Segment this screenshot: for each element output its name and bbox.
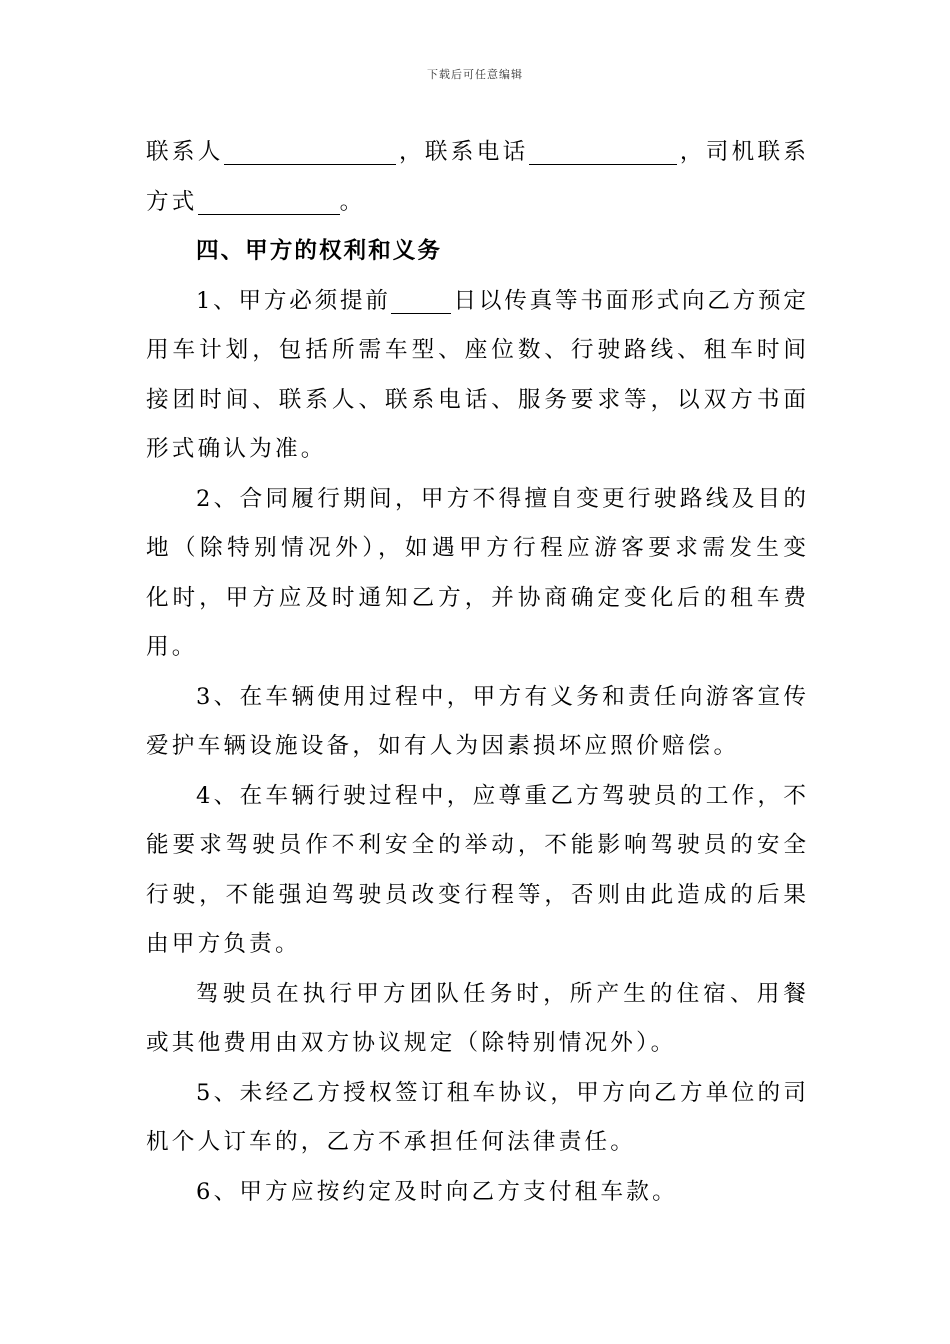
page-header: 下载后可任意编辑	[427, 68, 523, 81]
clause-3-line-1: 3、在车辆使用过程中，甲方有义务和责任向游客宣传	[196, 683, 806, 710]
driver-contact-blank[interactable]	[198, 186, 340, 215]
driver-note-line-2: 或其他费用由双方协议规定（除特别情况外）。	[146, 1030, 677, 1056]
clause-4-line-3: 行驶，不能强迫驾驶员改变行程等，否则由此造成的后果	[146, 881, 806, 908]
clause-5-line-1: 5、未经乙方授权签订租车协议，甲方向乙方单位的司	[196, 1079, 806, 1106]
clause-4-line-1: 4、在车辆行驶过程中，应尊重乙方驾驶员的工作，不	[196, 782, 806, 809]
driver-note-line-1: 驾驶员在执行甲方团队任务时，所产生的住宿、用餐	[196, 980, 806, 1007]
clause-1-line-1: 1、甲方必须提前 日以传真等书面形式向乙方预定	[146, 277, 806, 327]
clause-1-line-4: 形式确认为准。	[146, 436, 327, 462]
contact-line-2: 方式 。	[146, 178, 806, 228]
clause-4-line-2: 能要求驾驶员作不利安全的举动，不能影响驾驶员的安全	[146, 832, 806, 858]
days-blank[interactable]	[391, 285, 451, 314]
section-heading: 四、甲方的权利和义务	[196, 238, 442, 264]
contact-person-blank[interactable]	[224, 136, 396, 165]
contact-phone-blank[interactable]	[529, 136, 677, 165]
clause-6-line-1: 6、甲方应按约定及时向乙方支付租车款。	[196, 1178, 678, 1205]
clause-3-line-2: 爱护车辆设施设备，如有人为因素损坏应照价赔偿。	[146, 733, 740, 759]
clause-5-line-2: 机个人订车的，乙方不承担任何法律责任。	[146, 1129, 637, 1155]
clause-1-line-3: 接团时间、联系人、联系电话、服务要求等，以双方书面	[146, 386, 806, 413]
clause-1-line-2: 用车计划，包括所需车型、座位数、行驶路线、租车时间	[146, 337, 806, 363]
contact-line-1: 联系人 ，联系电话 ，司机联系	[146, 128, 806, 178]
clause-2-line-1: 2、合同履行期间，甲方不得擅自变更行驶路线及目的	[196, 485, 806, 512]
document-body	[146, 128, 806, 1217]
clause-2-line-3: 化时，甲方应及时通知乙方，并协商确定变化后的租车费	[146, 584, 806, 611]
clause-2-line-2: 地（除特别情况外），如遇甲方行程应游客要求需发生变	[146, 535, 806, 561]
clause-4-line-4: 由甲方负责。	[146, 931, 301, 957]
clause-2-line-4: 用。	[146, 634, 198, 660]
